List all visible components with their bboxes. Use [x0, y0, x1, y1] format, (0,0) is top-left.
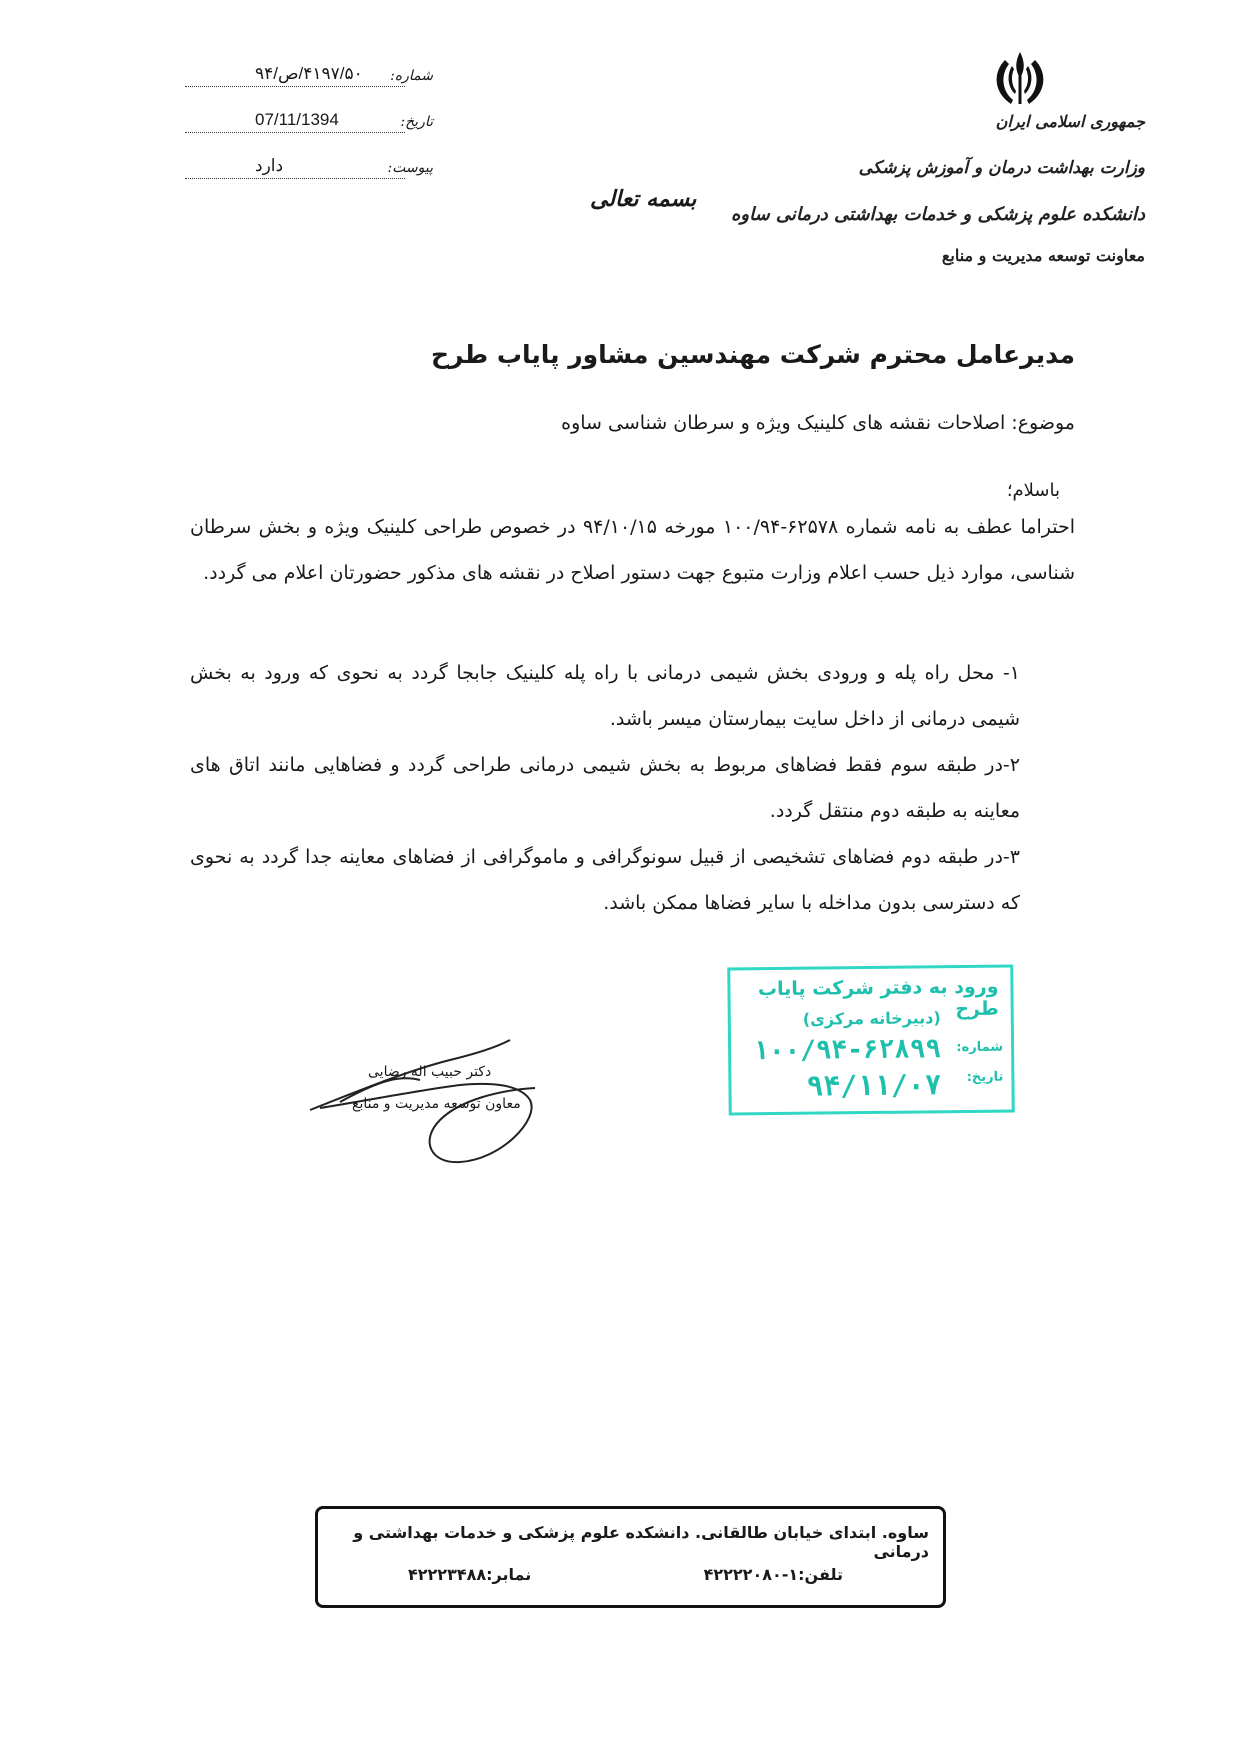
letter-date-label: تاریخ:: [400, 114, 433, 130]
signer-title: معاون توسعه مدیریت و منابع: [352, 1096, 521, 1112]
subject-line: موضوع: اصلاحات نقشه های کلینیک ویژه و سرطان شناسی ساوه: [561, 412, 1075, 434]
stamp-title: ورود به دفتر شرکت پایاب طرح: [757, 975, 999, 1021]
attachment-value: دارد: [255, 156, 284, 175]
footer-contact-box: [315, 1506, 946, 1608]
country-name: جمهوری اسلامی ایران: [995, 112, 1145, 131]
university-name: دانشکده علوم پزشکی و خدمات بهداشتی درمانی ساوه: [730, 204, 1145, 225]
attachment-label: پیوست:: [387, 160, 433, 176]
stamp-date-value: ۹۴/۱۱/۰۷: [806, 1068, 942, 1103]
letter-number-value: ۴۱۹۷/۵۰/ص/۹۴: [255, 64, 363, 83]
footer-fax: نمابر:۴۲۲۲۳۴۸۸: [408, 1565, 532, 1584]
footer-address: ساوه. ابتدای خیابان طالقانی. دانشکده علوم پزشکی و خدمات بهداشتی و درمانی: [353, 1523, 929, 1561]
list-item: ۳-در طبقه دوم فضاهای تشخیصی از قبیل سونوگرافی و ماموگرافی از فضاهای معاینه جدا گردد به نحوی که دسترسی بدون مداخله با سایر فضاها ممکن باشد.: [190, 846, 1020, 914]
footer-phone: تلفن:۱-۴۲۲۲۲۰۸۰: [703, 1565, 843, 1584]
ministry-name: وزارت بهداشت درمان و آموزش پزشکی: [858, 158, 1145, 178]
letter-date-value: 07/11/1394: [255, 110, 339, 129]
stamp-subtitle: (دبیرخانه مرکزی): [802, 1008, 941, 1029]
iran-emblem-icon: [985, 48, 1055, 110]
greeting: باسلام؛: [1006, 480, 1060, 501]
letter-date-row: [185, 106, 433, 133]
list-item: ۲-در طبقه سوم فقط فضاهای مربوط به بخش شیمی درمانی طراحی گردد و فضاهایی مانند اتاق های معاینه به طبقه دوم منتقل گردد.: [190, 754, 1020, 822]
list-item: ۱- محل راه پله و ورودی بخش شیمی درمانی با راه پله کلینیک جابجا گردد به نحوی که ورود به بخش شیمی درمانی از داخل سایت بیمارستان میسر باشد.: [190, 662, 1020, 730]
signer-name: دکتر حبیب اله رضایی: [368, 1064, 492, 1080]
department-name: معاونت توسعه مدیریت و منابع: [941, 246, 1145, 265]
letter-number-row: [185, 60, 433, 87]
intro-paragraph: احتراما عطف به نامه شماره ۶۲۵۷۸-۱۰۰/۹۴ مورخه ۹۴/۱۰/۱۵ در خصوص طراحی کلینیک ویژه و بخش سرطان شناسی، موارد ذیل حسب اعلام وزارت متبوع جهت دستور اصلاح در نقشه های مذکور حضورتان اعلام می گردد.: [190, 516, 1075, 584]
stamp-number-value: ۱۰۰/۹۴-۶۲۸۹۹: [753, 1034, 942, 1067]
bismillah-heading: بسمه تعالی: [590, 186, 697, 212]
received-stamp: [727, 965, 1015, 1116]
attachment-row: [185, 152, 433, 179]
letter-number-label: شماره:: [390, 68, 433, 84]
recipient-line: مدیرعامل محترم شرکت مهندسین مشاور پایاب طرح: [431, 340, 1075, 369]
stamp-number-label: شماره:: [956, 1039, 1004, 1056]
stamp-date-label: تاریخ:: [966, 1069, 1004, 1085]
